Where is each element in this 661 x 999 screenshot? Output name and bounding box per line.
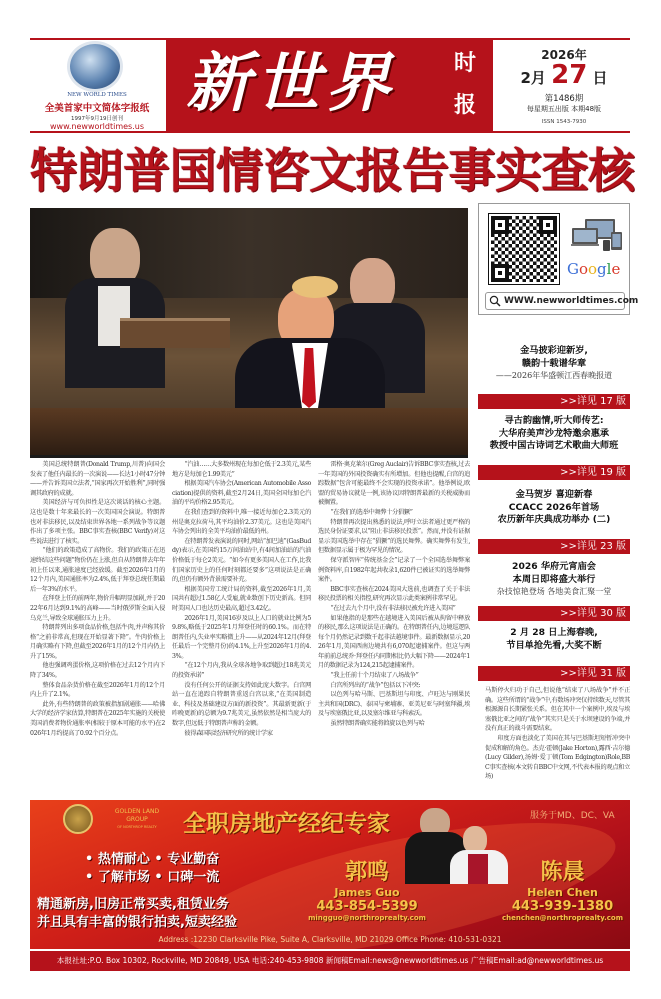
masthead-title-block: [166, 40, 493, 131]
article-column-4: [485, 686, 630, 782]
headline-line: 2026 华府元宵庙会: [512, 561, 596, 572]
website-url: WWW.newworldtimes.com: [504, 296, 639, 306]
sidebar-headline[interactable]: [478, 627, 630, 652]
ad-company-line1: GOLDEN LAND: [114, 808, 160, 815]
sidebar-headline[interactable]: [478, 489, 630, 527]
slogan: 全美首家中文简体字报纸: [44, 103, 150, 114]
headline-line: 寻古韵幽情,听大师传艺:: [504, 415, 604, 426]
website-search-bar[interactable]: [485, 292, 639, 310]
article-paragraph: 雷格·奥克莱尔(Greg Auclair)告诉BBC事实查核,过去一年美国的外国投资确实有所增加。但他也提醒,白宫的追踪数据“包含可能最终不会实现的投资承诺”。他举例说,欧盟的贸易协议就是一例,该协议因特朗普最新的关税威胁而被搁置。: [318, 461, 470, 507]
title-suffix-2: 报: [454, 93, 477, 118]
article-paragraph: 根据美国劳工统计局的资料,截至2026年1月,美国共有超过1.58亿人受雇,就业数创下历史新高。但同时美国人口也达历史最高,超过3.42亿。: [172, 585, 311, 612]
ad-address: Address :12230 Clarksville Pike, Suite A, Clarksville, MD 21029 Office Phone: 410-531-0321: [158, 935, 502, 944]
article-paragraph: BBC事实查核在2024美国大选前,也调查了关于非法移民投票的相关指控,研究再次显示此类案例非常罕见。: [318, 585, 470, 603]
headline-line: 农历新年庆典成功举办 (二): [497, 514, 611, 525]
agent-helen: [495, 860, 630, 923]
golden-land-logo-icon: [63, 804, 93, 834]
sidebar-headline[interactable]: [478, 415, 630, 453]
month: 2月: [520, 69, 546, 87]
day-suffix: 日: [592, 69, 608, 87]
qr-promo-box: [478, 203, 639, 315]
article-paragraph: 如果他指的是那些在越境进入美国后被从拘留中释放的移民,那么这项说法是正确的。在特朗普任内,边境巡逻队每个月仍然记录到数千起非法越境事件。最新数据显示,2026年1月,美国西南边境共有6,070起逮捕案件。但这与两年前前总统乔·拜登任内同期相比仍大幅下降——2024年1月的数据记录为124,215起逮捕案件。: [318, 614, 470, 670]
see-page-link[interactable]: >>详见 19 版: [478, 465, 630, 480]
article-paragraph: 虽然特朗普确实能将斡旋以色列与哈: [330, 720, 425, 728]
agent-james: [302, 860, 432, 923]
headline-line: 节目单抢先看,大奖不断: [506, 639, 602, 651]
year: 2026年: [541, 48, 587, 62]
agent-name-en: James Guo: [334, 886, 400, 899]
headline-line: CCACC 2026年首场: [508, 501, 600, 513]
article-paragraph: 印度方面也淡化了美国在其与巴基斯坦短暂冲突中促成和解的角色。杰克·霍顿(Jake Horton),露西·吉尔德(Lucy Gilder),汤姆·爱丁顿(Tom Edgington)Role,BBC事实查核(本文转自BBC中文网,不代表本报的观点和立场): [485, 734, 630, 781]
article-paragraph: 2026年1月,美国16岁及以上人口的就业比例为59.8%,略低于2025年1月拜登任时的60.1%。而在特朗普任内,失业率实略微上升——从2024年12月(拜登任最后一个完整月份)的4.1%,上升至2026年1月的4.3%。: [172, 614, 311, 660]
article-paragraph: 保守派智库“传统基金会”记录了一个全国选举舞弊案例资料库,自1982年起共收录1,620件已被证实的选举舞弊案件。: [318, 556, 470, 584]
headline-line: 赣韵十载谱华章: [521, 357, 587, 369]
globe-logo-icon: [70, 44, 120, 89]
article-paragraph: 白宫所列出的“战争”包括以下冲突:: [330, 681, 421, 689]
article-column-3: [318, 460, 470, 729]
article-paragraph: 整体食品杂货价格在截至2026年1月的12个月内上升了2.1%。: [30, 681, 165, 699]
article-paragraph: 美国总统特朗普(Donald Trump,川普)向国会发表了他任内最长的一次演说——长达1小时47分钟——并告诉美国立法者,“国家再次开始胜利”,同时强调其政府的成就。: [30, 461, 165, 497]
article-paragraph: 在拜登上任的前两年,物价升幅明显加剧,并于2022年6月达到9.1%的高峰——当时俄罗斯全面入侵乌克兰,导致全球通胀压力上升。: [30, 595, 165, 622]
real-estate-ad[interactable]: [30, 800, 630, 949]
ad-company-line3: OF NORTHROP REALTY: [117, 825, 157, 829]
headline-line: 大华府美声沙龙特邀余惠承: [498, 427, 610, 439]
article-paragraph: 以色列与哈马斯、巴基斯坦与印度、卢旺达与刚果民主共和国(DRC)、泰国与柬埔寨、亚美尼亚与阿塞拜疆,埃及与埃塞俄比亚,以及塞尔维亚与科索沃。: [318, 691, 470, 718]
headline-subtitle: 杂技惊艳登场 各地美食汇聚一堂: [496, 587, 612, 596]
article-paragraph: “在我们的选举中舞弊十分猖獗”: [330, 508, 413, 516]
qr-code-icon[interactable]: [489, 214, 559, 284]
lead-photo: [30, 208, 468, 456]
agent-name-cn: 陈晨: [540, 860, 585, 885]
agent-phone[interactable]: 443-939-1380: [511, 899, 614, 914]
ad-title: 全职房地产经纪专家: [183, 811, 390, 837]
headline-line: 金马贺岁 喜迎新春: [515, 489, 593, 500]
ad-line-2: 并且具有丰富的银行拍卖,短卖经验: [37, 915, 237, 930]
ad-line-1: 精通新房,旧房正常买卖,租赁业务: [37, 897, 229, 912]
google-logo: Google: [567, 260, 621, 278]
search-icon: [489, 295, 501, 307]
article-paragraph: 在特朗普发表演说的同时,网站“加巴迪”(GasBuddy)表示,在美国约15万间油站中,有4间加油站的汽油价格低于每仑2美元。“如今有更多美国人在工作,比我们国家历史上的任何时刻都还要多”这项说法是正确的,但仍有额外背景需要补充。: [172, 537, 311, 584]
main-headline: 特朗普国情咨文报告事实查核: [30, 144, 635, 199]
english-name: NEW WORLD TIMES: [67, 92, 127, 98]
article-paragraph: “他们的政策造成了高物价。我们的政策正在迅速终结这些问题”物价仍在上涨,但自从特朗普去年年初上任以来,通胀速度已经放缓。截至2026年1月的12个月内,美国通胀率为2.4%,低于拜登总统任期最后一年3%的水平。: [30, 547, 165, 593]
masthead-left: [30, 40, 164, 131]
website-link[interactable]: www.newworldtimes.us: [49, 122, 145, 131]
article-paragraph: “我上任前十个月结束了八场战争”: [330, 672, 419, 680]
article-paragraph: 特朗普列出多项食品价格,包括牛肉,并声称其价格“之前非常高,但现在开始显著下降”。牛肉价格上月确实略有下降,但截至2026年1月的12个月内仍上升了15%。: [30, 624, 165, 660]
ad-bullets-row-1: • 热情耐心 • 专业勤奋: [85, 852, 220, 867]
sidebar-headline[interactable]: [478, 345, 630, 383]
ad-company-line2: GROUP: [126, 816, 148, 823]
headline-line: 金马披彩迎新岁,: [520, 345, 588, 356]
title-suffix-1: 时: [454, 51, 477, 76]
article-paragraph: 他也强调鸡蛋价格,这项价格在过去12个月内下降了34%。: [30, 662, 165, 680]
masthead-date-block: [498, 40, 630, 131]
sidebar-headline[interactable]: [478, 561, 630, 599]
devices-icon: [571, 218, 623, 252]
article-paragraph: 美国经济与可负担性是这次谈话的核心主题。这也是数十年来最长的一次美国国会演说。特朗普也对非法移民,以及结束世界各地一系列战争等议题作出了多项主张。BBC事实查核(BBC Verify)对这些说法进行了核实。: [30, 499, 165, 545]
agent-name-en: Helen Chen: [527, 886, 598, 899]
article-paragraph: 在我们查到的资料中,唯一接近每加仑2.3美元的州是奥克拉荷马,其平均油价2.37美元。这也是美国汽车协会列出的全美平均油价最低的州。: [172, 508, 311, 536]
article-paragraph: 此外,有些特朗普的政策被指加剧通胀——哈佛大学的经济学家估算,特朗普在2025年实施的关税使美国消费者物价通胀率(相较于原本可能的水平)在2026年1月约提高了0.92个百分点。: [30, 700, 165, 737]
agent-email[interactable]: mingguo@northroprealty.com: [308, 914, 426, 922]
article-paragraph: “汽油……大多数州现在每加仑低于2.3美元,某些地方是每加仑1.99美元”: [172, 461, 311, 478]
headline-line: 本周日即将盛大举行: [512, 573, 596, 585]
founded-date: 1997年9月19日创刊: [71, 116, 123, 122]
see-page-link[interactable]: >>详见 31 版: [478, 666, 630, 681]
agent-name-cn: 郭鸣: [344, 860, 389, 885]
article-paragraph: 彼得森国际经济研究所的统计学家: [184, 729, 273, 737]
see-page-link[interactable]: >>详见 30 版: [478, 606, 630, 621]
masthead: [30, 38, 630, 133]
agent-email[interactable]: chenchen@northroprealty.com: [501, 914, 624, 922]
issue-number: 第1486期: [544, 94, 584, 104]
newspaper-title: 新世界: [186, 46, 396, 121]
article-paragraph: 特朗普再次提出熟悉的说法,呼吁立法者通过更严格的选民身份证要求,以“阻止非法移民投票”。然而,并没有证据显示美国选举中存在“猖獗”的选民舞弊。确实舞弊有发生,但数据显示属于极为罕见的情况。: [318, 518, 470, 555]
issn: ISSN 1543-7930: [541, 119, 587, 125]
ad-bullets-row-2: • 了解市场 • 口碑一流: [85, 870, 220, 885]
article-paragraph: 马斯停火归功于自己,但说他“结束了八场战争”并不正确。这些所谓的“战争”中,有数场冲突仅持续数天,尽管其根源源自长期紧张关系。但在其中一个案例中,埃及与埃塞俄比亚之间的“战争”其实只是关于水坝建设的争端,并没有真正的战斗需要结束。: [485, 687, 630, 733]
day: 27: [551, 60, 588, 90]
schedule: 每星期五出版 本期48版: [526, 105, 602, 113]
date: [498, 60, 630, 93]
article-paragraph: 根据美国汽车协会(American Automobile Association)提供的资料,截至2月24日,美国全国每加仑汽油的平均价格2.95美元。: [172, 480, 311, 507]
footer-contact: 本报社址:P.O. Box 10302, Rockville, MD 20849, USA 电话:240-453-9808 新闻稿Email:news@newworldtimes.us 广告稿Email:ad@newworldtimes.us: [30, 951, 630, 971]
ad-service-area: 服务于MD、DC、VA: [530, 811, 615, 821]
article-paragraph: 没有任何公开的证据支持如此庞大数字。白宫网站一直在追踪自特朗普重返白宫以来,“在美国制造业、科技及基础建设方面的新投资”。其最新更新(于昨晚更新)的总额为9.7兆美元,虽然依然是相当庞大的数字,但远低于特朗普声称的金额。: [172, 681, 311, 728]
see-page-link[interactable]: >>详见 23 版: [478, 539, 630, 554]
divider: [30, 455, 468, 458]
headline-subtitle: ——2026年华盛顿江西春晚报道: [495, 371, 613, 380]
article-paragraph: “在过去九个月中,没有非法移民被允许进入美国”: [330, 604, 456, 612]
article-column-2: [172, 460, 311, 738]
see-page-link[interactable]: >>详见 17 版: [478, 394, 630, 409]
headline-line: 2 月 28 日上海春晚,: [510, 627, 598, 638]
article-column-1: [30, 460, 165, 738]
headline-line: 教授中国古诗词艺术歌曲大师班: [489, 440, 619, 451]
article-paragraph: “在12个月内,我从全球各地争取到超过18兆美元的投资承诺”: [172, 662, 311, 680]
agent-phone[interactable]: 443-854-5399: [316, 899, 418, 914]
